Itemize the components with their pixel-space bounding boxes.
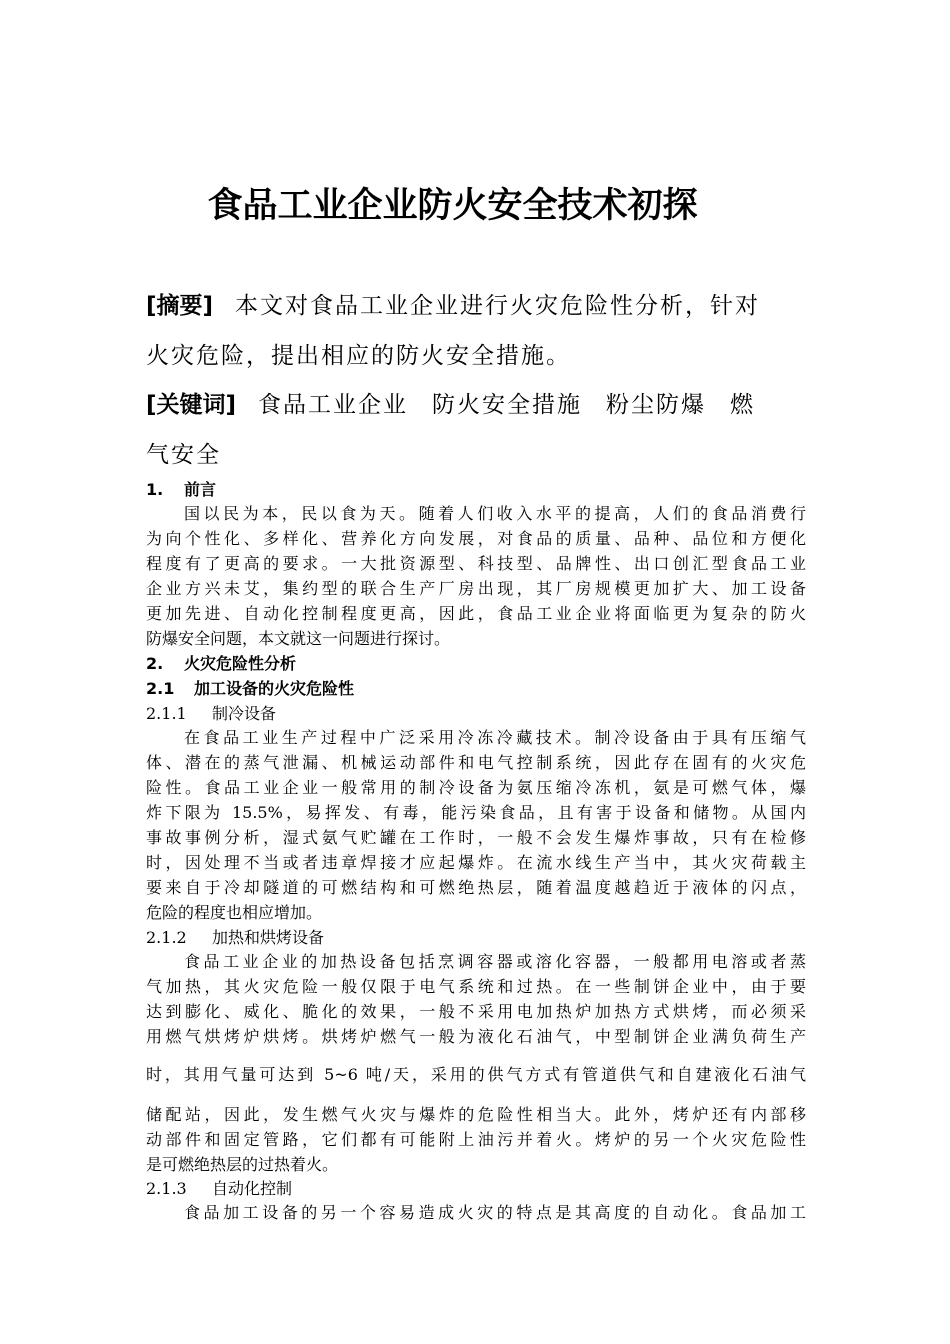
section-2-1-number: 2.1: [146, 679, 175, 698]
section-1-number: 1.: [146, 480, 164, 499]
section-2-1-3-title: 自动化控制: [212, 1179, 293, 1198]
keyword-4-part1: 燃: [730, 392, 756, 418]
section-1-title: 前言: [184, 480, 217, 499]
keywords-tag: [关键词]: [146, 392, 237, 418]
sec211-line: 在食品工业生产过程中广泛采用冷冻冷藏技术。制冷设备由于具有压缩气: [184, 728, 806, 747]
sec1-line: 为向个性化、多样化、营养化方向发展，对食品的质量、品种、品位和方便化: [146, 529, 806, 548]
section-2-heading: [146, 651, 296, 674]
sec211-line: 危险的程度也相应增加。: [146, 903, 323, 922]
sec211-line: 事故事例分析，湿式氨气贮罐在工作时，一般不会发生爆炸事故，只有在检修: [146, 828, 806, 847]
sec211-line: 要来自于冷却隧道的可燃结构和可燃绝热层，随着温度越趋近于液体的闪点，: [146, 878, 806, 897]
sec1-line: 企业方兴未艾，集约型的联合生产厂房出现，其厂房规模更加扩大、加工设备: [146, 579, 806, 598]
sec212-line: 储配站，因此，发生燃气火灾与爆炸的危险性相当大。此外，烤炉还有内部移: [146, 1105, 806, 1124]
sec212-line: 食品工业企业的加热设备包括烹调容器或溶化容器，一般都用电溶或者蒸: [184, 952, 806, 971]
section-2-title: 火灾危险性分析: [184, 654, 297, 673]
keyword-3: 粉尘防爆: [606, 392, 707, 418]
sec211-line: 时，因处理不当或者违章焊接才应起爆炸。在流水线生产当中，其火灾荷载主: [146, 853, 806, 872]
sec212-line: 时，其用气量可达到 5~6 吨/天，采用的供气方式有管道供气和自建液化石油气: [146, 1065, 806, 1084]
section-2-1-1-number: 2.1.1: [146, 704, 187, 723]
keywords-line-2: 气安全: [146, 442, 221, 468]
section-2-1-3-heading: [146, 1176, 292, 1199]
sec212-line: 气加热，其火灾危险一般仅限于电气系统和过热。在一些制饼企业中，由于要: [146, 977, 806, 996]
abstract-text-1: 本文对食品工业企业进行火灾危险性分析，针对: [235, 293, 761, 319]
section-2-1-heading: [146, 676, 354, 699]
abstract-tag: [摘要]: [146, 293, 214, 319]
section-2-1-2-title: 加热和烘烤设备: [212, 928, 325, 947]
keyword-2: 防火安全措施: [432, 392, 583, 418]
sec1-line: 防爆安全问题，本文就这一问题进行探讨。: [146, 629, 451, 648]
sec213-line: 食品加工设备的另一个容易造成火灾的特点是其高度的自动化。食品加工: [184, 1203, 806, 1222]
sec1-line: 程度有了更高的要求。一大批资源型、科技型、品牌性、出口创汇型食品工业: [146, 554, 806, 573]
sec1-line: 国以民为本，民以食为天。随着人们收入水平的提高，人们的食品消费行: [184, 504, 806, 523]
section-2-1-1-title: 制冷设备: [212, 704, 277, 723]
section-2-1-3-number: 2.1.3: [146, 1179, 187, 1198]
abstract-line-1: [146, 287, 760, 320]
sec1-line: 更加先进、自动化控制程度更高，因此，食品工业企业将面临更为复杂的防火: [146, 604, 806, 623]
section-2-1-2-heading: [146, 925, 324, 948]
sec211-line: 炸下限为 15.5%，易挥发、有毒，能污染食品，且有害于设备和储物。从国内: [146, 803, 806, 822]
section-2-number: 2.: [146, 654, 164, 673]
sec211-line: 险性。食品工业企业一般常用的制冷设备为氨压缩冷冻机，氨是可燃气体，爆: [146, 778, 806, 797]
abstract-line-2: 火灾危险，提出相应的防火安全措施。: [146, 343, 571, 369]
sec211-line: 体、潜在的蒸气泄漏、机械运动部件和电气控制系统，因此存在固有的火灾危: [146, 753, 806, 772]
sec212-line: 是可燃绝热层的过热着火。: [146, 1155, 339, 1174]
section-2-1-1-heading: [146, 701, 276, 724]
section-1-heading: [146, 477, 216, 500]
keyword-1: 食品工业企业: [258, 392, 409, 418]
sec212-line: 达到膨化、威化、脆化的效果，一般不采用电加热炉加热方式烘烤，而必须采: [146, 1002, 806, 1021]
sec212-line: 动部件和固定管路，它们都有可能附上油污并着火。烤炉的另一个火灾危险性: [146, 1130, 806, 1149]
section-2-1-title: 加工设备的火灾危险性: [194, 679, 355, 698]
page-title: 食品工业企业防火安全技术初探: [207, 186, 698, 226]
sec212-line: 用燃气烘烤炉烘烤。烘烤炉燃气一般为液化石油气，中型制饼企业满负荷生产: [146, 1027, 806, 1046]
section-2-1-2-number: 2.1.2: [146, 928, 187, 947]
keywords-line-1: [146, 386, 755, 419]
